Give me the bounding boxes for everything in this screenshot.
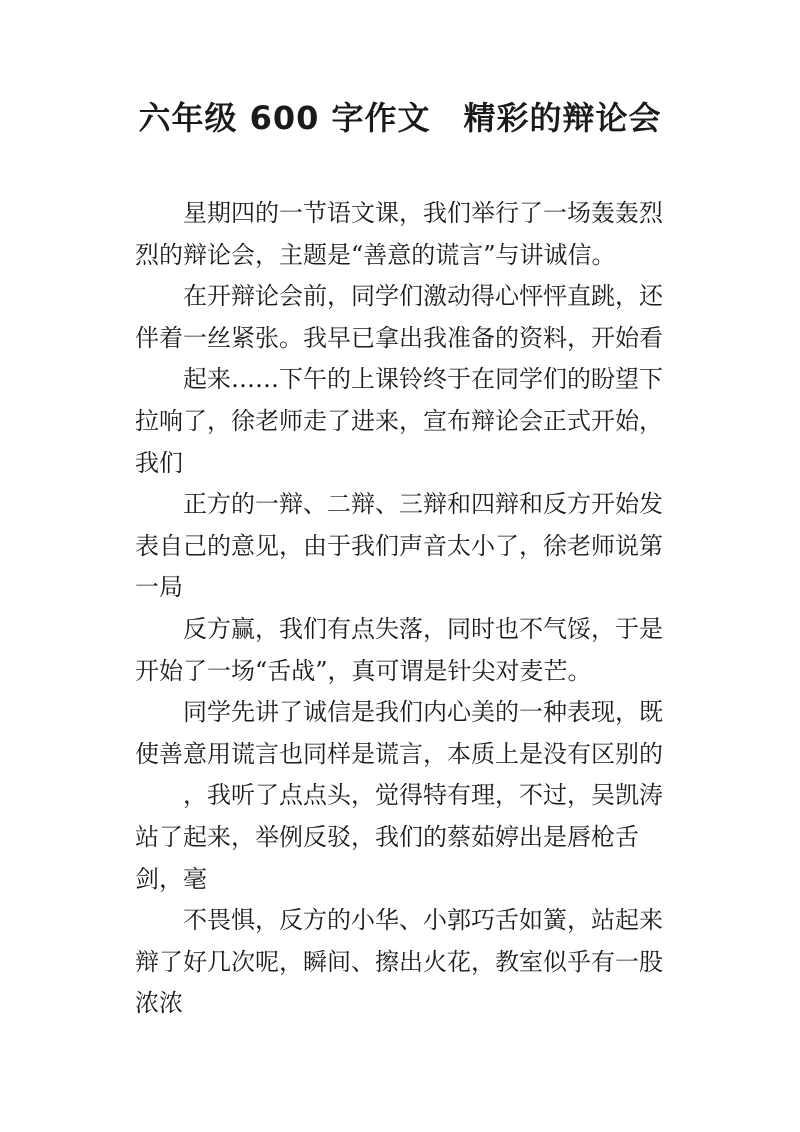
paragraph: ，我听了点点头，觉得特有理，不过，吴凯涛站了起来，举例反驳，我们的蔡茹婷出是唇枪舌剑，毫 — [135, 781, 663, 893]
paragraph: 同学先讲了诚信是我们内心美的一种表现，既使善意用谎言也同样是谎言，本质上是没有区别的 — [135, 698, 663, 768]
paragraph: 不畏惧，反方的小华、小郭巧舌如簧，站起来辩了好几次呢，瞬间、擦出火花，教室似乎有一股浓浓 — [135, 906, 663, 1018]
paragraph: 反方赢，我们有点失落，同时也不气馁，于是开始了一场“舌战”，真可谓是针尖对麦芒。 — [135, 614, 663, 685]
paragraph: 在开辩论会前，同学们激动得心怦怦直跳，还伴着一丝紧张。我早已拿出我准备的资料，开始看 — [135, 282, 663, 352]
document-title: 六年级 600 字作文 精彩的辩论会 — [138, 99, 662, 137]
document-body — [135, 193, 670, 1025]
paragraph: 起来……下午的上课铃终于在同学们的盼望下拉响了，徐老师走了进来，宣布辩论会正式开始，我们 — [135, 365, 663, 477]
paragraph: 星期四的一节语文课，我们举行了一场轰轰烈烈的辩论会，主题是“善意的谎言”与讲诚信。 — [135, 199, 663, 269]
paragraph: 正方的一辩、二辩、三辩和四辩和反方开始发表自己的意见，由于我们声音太小了，徐老师说第一局 — [135, 490, 663, 602]
